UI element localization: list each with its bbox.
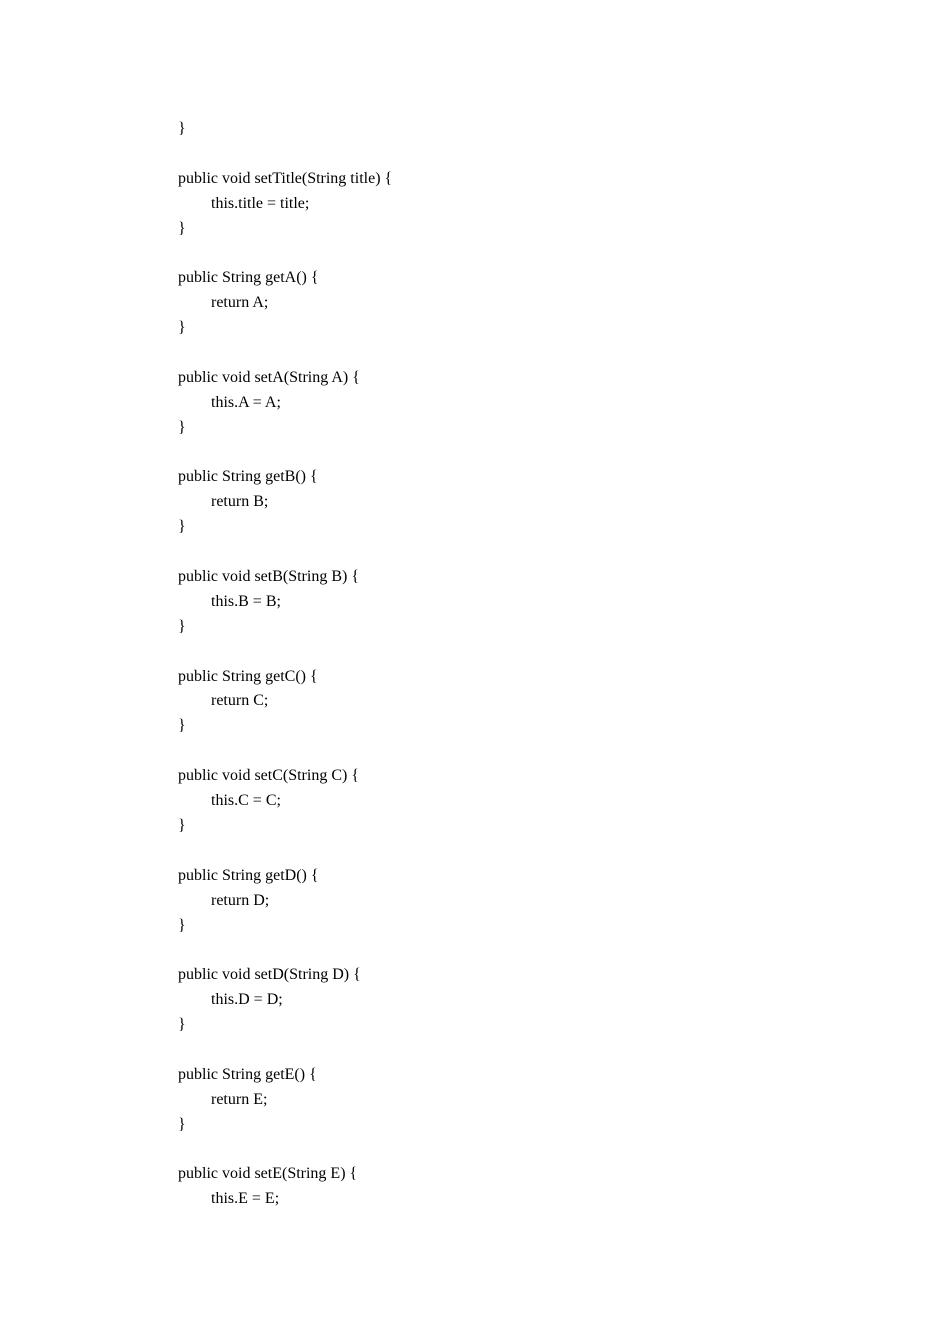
code-line: }	[178, 418, 186, 436]
code-line: public String getD() {	[178, 866, 319, 884]
code-line	[178, 739, 392, 764]
code-line: return E;	[211, 1090, 268, 1108]
code-line: }	[178, 717, 186, 735]
code-line	[178, 142, 392, 167]
code-line: return C;	[211, 692, 269, 710]
code-line: }	[178, 1115, 186, 1133]
code-line: public String getC() {	[178, 667, 318, 685]
code-line: }	[178, 518, 186, 536]
code-line: this.C = C;	[211, 792, 281, 810]
code-line	[178, 540, 392, 565]
code-line: public void setC(String C) {	[178, 767, 360, 785]
code-line: public void setA(String A) {	[178, 368, 360, 386]
code-line: }	[178, 319, 186, 337]
code-line: }	[178, 916, 186, 934]
code-line: this.E = E;	[211, 1190, 280, 1208]
code-line: public void setB(String B) {	[178, 568, 360, 586]
code-line	[178, 1138, 392, 1163]
code-line	[178, 1038, 392, 1063]
code-line	[178, 341, 392, 366]
code-line: }	[178, 219, 186, 237]
code-line: public void setE(String E) {	[178, 1165, 358, 1183]
code-line: public void setTitle(String title) {	[178, 169, 393, 187]
code-line: public String getA() {	[178, 269, 319, 287]
code-line: }	[178, 120, 186, 137]
code-line: this.title = title;	[211, 194, 310, 212]
code-listing	[178, 117, 392, 1212]
code-line: return B;	[211, 493, 269, 511]
code-line: this.B = B;	[211, 592, 281, 610]
code-line: public String getB() {	[178, 468, 318, 486]
code-line: }	[178, 1016, 186, 1034]
code-line: }	[178, 617, 186, 635]
code-line: return D;	[211, 891, 270, 909]
code-line: }	[178, 816, 186, 834]
code-line: public void setD(String D) {	[178, 966, 361, 984]
code-line: return A;	[211, 294, 269, 312]
code-line	[178, 839, 392, 864]
code-line	[178, 241, 392, 266]
code-line	[178, 938, 392, 963]
code-line: public String getE() {	[178, 1065, 317, 1083]
code-line	[178, 640, 392, 665]
code-line	[178, 441, 392, 466]
code-line: this.D = D;	[211, 991, 283, 1009]
code-line: this.A = A;	[211, 393, 281, 411]
